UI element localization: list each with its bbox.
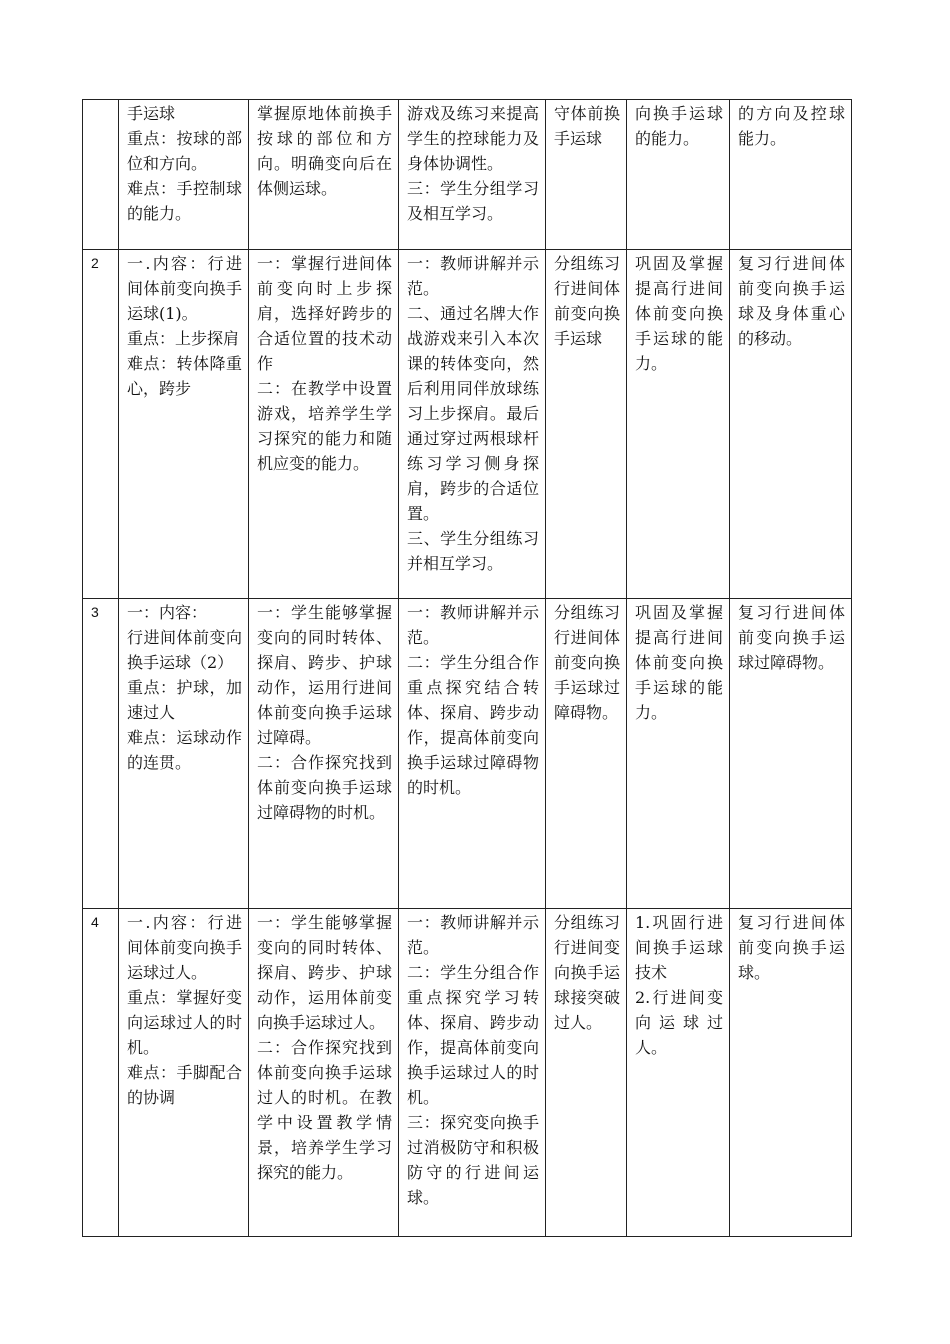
homework-cell bbox=[730, 250, 852, 599]
cell-line: 一：学生能够掌握变向的同时转体、探肩、跨步、护球动作，运用体前变向换手运球过人。 bbox=[257, 913, 392, 1032]
cell-line: 复习行进间体前变向换手运球。 bbox=[738, 913, 845, 982]
practice-cell bbox=[546, 100, 627, 250]
cell-line: 巩固及掌握提高行进间体前变向换手运球的能力。 bbox=[635, 254, 723, 373]
cell-line: 手运球 bbox=[127, 104, 176, 123]
methods-cell bbox=[399, 250, 546, 599]
practice-cell bbox=[546, 599, 627, 909]
cell-line: 游戏及练习来提高学生的控球能力及身体协调性。 bbox=[407, 104, 539, 173]
cell-line: 三、学生分组练习并相互学习。 bbox=[407, 529, 539, 573]
cell-line: 复习行进间体前变向换手运球过障碍物。 bbox=[738, 603, 845, 672]
table-row bbox=[83, 909, 852, 1237]
cell-line: 复习行进间体前变向换手运球及身体重心的移动。 bbox=[738, 254, 845, 348]
cell-line: 2.行进间变向运球过人。 bbox=[635, 988, 723, 1057]
cell-line: 重点：上步探肩 bbox=[127, 329, 240, 348]
cell-line: 分组练习行进间变向换手运球接突破过人。 bbox=[554, 913, 620, 1032]
cell-line: 三：学生分组学习及相互学习。 bbox=[407, 179, 539, 223]
homework-cell bbox=[730, 909, 852, 1237]
content-cell bbox=[119, 909, 249, 1237]
practice-cell bbox=[546, 250, 627, 599]
methods-cell bbox=[399, 100, 546, 250]
cell-line: 重点：护球，加速过人 bbox=[127, 678, 242, 722]
table-row bbox=[83, 599, 852, 909]
table-row bbox=[83, 100, 852, 250]
cell-line: 分组练习行进间体前变向换手运球过障碍物。 bbox=[554, 603, 620, 722]
cell-line: 二、通过名牌大作战游戏来引入本次课的转体变向，然后利用同伴放球练习上步探肩。最后通过穿过两根球杆练习学习侧身探肩，跨步的合适位置。 bbox=[407, 304, 539, 523]
content-cell bbox=[119, 250, 249, 599]
cell-line: 向换手运球的能力。 bbox=[635, 104, 723, 148]
cell-line: 二：学生分组合作重点探究学习转体、探肩、跨步动作，提高体前变向换手运球过人的时机。 bbox=[407, 963, 539, 1107]
cell-line: 守体前换手运球 bbox=[554, 104, 620, 148]
cell-line: 一：教师讲解并示范。 bbox=[407, 254, 539, 298]
cell-line: 一.内容：行进间体前变向换手运球过人。 bbox=[127, 913, 242, 982]
lesson-plan-table bbox=[82, 99, 852, 1237]
methods-cell bbox=[399, 599, 546, 909]
goal-cell bbox=[627, 100, 730, 250]
cell-line: 重点：掌握好变向运球过人的时机。 bbox=[127, 988, 242, 1057]
cell-line: 重点：按球的部位和方向。 bbox=[127, 129, 242, 173]
cell-line: 一：教师讲解并示范。 bbox=[407, 603, 539, 647]
content-cell bbox=[119, 100, 249, 250]
objectives-cell bbox=[249, 909, 399, 1237]
lesson-number: 4 bbox=[83, 909, 119, 1237]
cell-line: 难点：手控制球的能力。 bbox=[127, 179, 242, 223]
cell-line: 掌握原地体前换手按球的部位和方向。明确变向后在体侧运球。 bbox=[257, 104, 392, 198]
cell-line: 一：教师讲解并示范。 bbox=[407, 913, 539, 957]
methods-cell bbox=[399, 909, 546, 1237]
lesson-number bbox=[83, 100, 119, 250]
cell-line: 分组练习行进间体前变向换手运球 bbox=[554, 254, 620, 348]
practice-cell bbox=[546, 909, 627, 1237]
cell-line: 难点：转体降重心，跨步 bbox=[127, 354, 242, 398]
cell-line: 二：学生分组合作重点探究结合转体、探肩、跨步动作，提高体前变向换手运球过障碍物的时机。 bbox=[407, 653, 539, 797]
cell-line: 二：合作探究找到体前变向换手运球过人的时机。在教学中设置教学情景，培养学生学习探究的能力。 bbox=[257, 1038, 392, 1182]
homework-cell bbox=[730, 100, 852, 250]
objectives-cell bbox=[249, 100, 399, 250]
lesson-number: 2 bbox=[83, 250, 119, 599]
cell-line: 一：学生能够掌握变向的同时转体、探肩、跨步、护球动作，运用行进间体前变向换手运球过障碍。 bbox=[257, 603, 392, 747]
table-row bbox=[83, 250, 852, 599]
lesson-number: 3 bbox=[83, 599, 119, 909]
cell-line: 1.巩固行进间换手运球技术 bbox=[635, 913, 723, 982]
content-cell bbox=[119, 599, 249, 909]
cell-line: 一：内容： bbox=[127, 603, 208, 622]
goal-cell bbox=[627, 909, 730, 1237]
cell-line: 巩固及掌握提高行进间体前变向换手运球的能力。 bbox=[635, 603, 723, 722]
cell-line: 一：掌握行进间体前变向时上步探肩，选择好跨步的合适位置的技术动作 bbox=[257, 254, 392, 373]
cell-line: 行进间体前变向换手运球（2） bbox=[127, 628, 242, 672]
cell-line: 难点：手脚配合的协调 bbox=[127, 1063, 242, 1107]
cell-line: 二：合作探究找到体前变向换手运球过障碍物的时机。 bbox=[257, 753, 392, 822]
homework-cell bbox=[730, 599, 852, 909]
cell-line: 难点：运球动作的连贯。 bbox=[127, 728, 242, 772]
cell-line: 的方向及控球能力。 bbox=[738, 104, 845, 148]
cell-line: 三：探究变向换手过消极防守和积极防守的行进间运球。 bbox=[407, 1113, 539, 1207]
goal-cell bbox=[627, 599, 730, 909]
cell-line: 二：在教学中设置游戏，培养学生学习探究的能力和随机应变的能力。 bbox=[257, 379, 392, 473]
goal-cell bbox=[627, 250, 730, 599]
cell-line: 一.内容：行进间体前变向换手运球(1)。 bbox=[127, 254, 242, 323]
objectives-cell bbox=[249, 599, 399, 909]
objectives-cell bbox=[249, 250, 399, 599]
